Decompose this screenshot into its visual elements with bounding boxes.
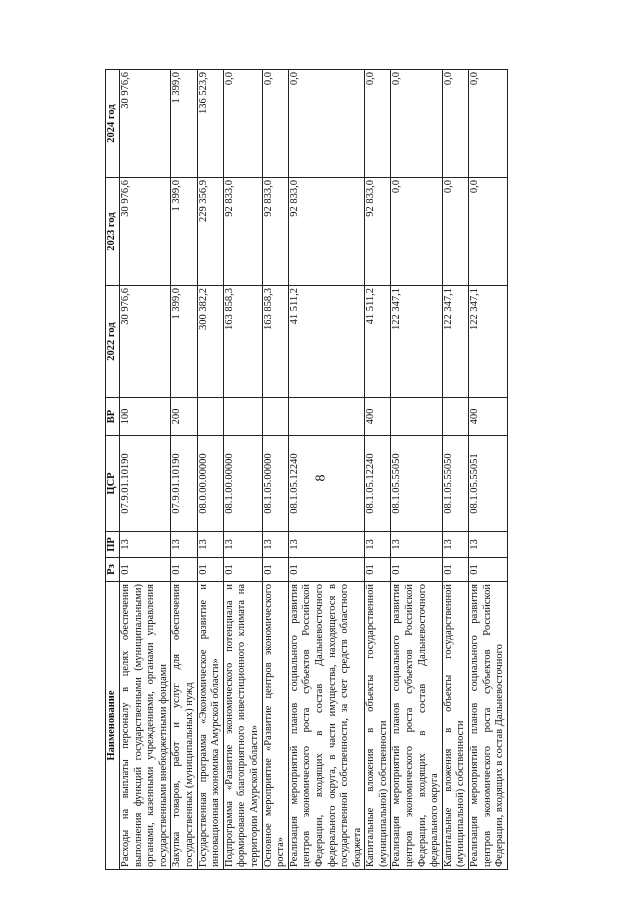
cell-rz: 01 [120,558,171,582]
cell-name: Реализация мероприятий планов социального развития центров экономического роста субъектов Российской Федерации, входящих в состав Дальневосточного федерального округа, в части имущества, находящегося в государственной собственности, за счет средств областного бюджета [288,582,365,870]
cell-rz: 01 [223,558,262,582]
table-header-row [106,70,120,870]
cell-2022: 30 976,6 [120,286,171,398]
table-row [120,70,171,870]
header-2024: 2024 год [106,70,120,178]
cell-name: Основное мероприятие «Развитие центров экономического роста» [262,582,288,870]
cell-vr [442,398,468,436]
cell-rz: 01 [442,558,468,582]
cell-vr: 200 [171,398,197,436]
cell-name: Закупка товаров, работ и услуг для обеспечения государственных (муниципальных) нужд [171,582,197,870]
cell-rz: 01 [197,558,223,582]
cell-name: Расходы на выплаты персоналу в целях обеспечения выполнения функций государственными (муниципальными) органами, казенными учреждениями, органами управления государственными внебюджетными фондами [120,582,171,870]
cell-name: Капитальные вложения в объекты государственной (муниципальной) собственности [365,582,391,870]
cell-2022: 163 858,3 [262,286,288,398]
rotated-table-container [105,70,640,870]
table-row [171,70,197,870]
cell-rz: 01 [391,558,442,582]
cell-csr: 08.1.05.55050 [391,436,442,532]
cell-vr: 400 [365,398,391,436]
cell-2023: 0,0 [391,178,442,286]
page-number: 8 [313,474,329,482]
cell-name: Реализация мероприятий планов социального развития центров экономического роста субъектов Российской Федерации, входящих в состав Дальневосточного [469,582,508,870]
cell-2022: 163 858,3 [223,286,262,398]
cell-2023: 92 833,0 [262,178,288,286]
cell-rz: 01 [262,558,288,582]
cell-vr: 100 [120,398,171,436]
cell-pr: 13 [288,532,365,558]
table-row [288,70,365,870]
cell-pr: 13 [223,532,262,558]
cell-2023: 30 976,6 [120,178,171,286]
cell-vr [197,398,223,436]
cell-2022: 41 511,2 [365,286,391,398]
cell-csr: 08.1.05.55050 [442,436,468,532]
cell-2023: 92 833,0 [223,178,262,286]
cell-name: Реализация мероприятий планов социального развития центров экономического роста субъектов Российской Федерации, входящих в состав Дальневосточного федерального округа [391,582,442,870]
cell-pr: 13 [469,532,508,558]
cell-csr: 08.1.05.12240 [365,436,391,532]
cell-pr: 13 [442,532,468,558]
cell-2024: 0,0 [442,70,468,178]
cell-pr: 13 [262,532,288,558]
cell-csr: 08.1.05.55051 [469,436,508,532]
cell-2024: 30 976,6 [120,70,171,178]
cell-rz: 01 [365,558,391,582]
cell-name: Капитальные вложения в объекты государственной (муниципальной) собственности [442,582,468,870]
header-rz: Рз [106,558,120,582]
cell-pr: 13 [197,532,223,558]
cell-csr: 08.1.00.00000 [223,436,262,532]
table-row [442,70,468,870]
table-row [365,70,391,870]
cell-vr: 400 [469,398,508,436]
header-pr: ПР [106,532,120,558]
cell-2023: 0,0 [442,178,468,286]
cell-vr [391,398,442,436]
cell-2022: 122 347,1 [391,286,442,398]
cell-2023: 0,0 [469,178,508,286]
cell-rz: 01 [171,558,197,582]
cell-2023: 1 399,0 [171,178,197,286]
header-name: Наименование [106,582,120,870]
cell-2022: 122 347,1 [442,286,468,398]
cell-vr [223,398,262,436]
cell-2022: 41 511,2 [288,286,365,398]
cell-csr: 08.1.05.12240 [288,436,365,532]
cell-pr: 13 [391,532,442,558]
cell-name: Государственная программа «Экономическое развитие и инновационная экономика Амурской области» [197,582,223,870]
cell-2024: 0,0 [469,70,508,178]
cell-2022: 1 399,0 [171,286,197,398]
table-row [223,70,262,870]
cell-vr [262,398,288,436]
cell-2023: 92 833,0 [288,178,365,286]
header-2023: 2023 год [106,178,120,286]
cell-pr: 13 [365,532,391,558]
header-2022: 2022 год [106,286,120,398]
table-row [391,70,442,870]
cell-2022: 122 347,1 [469,286,508,398]
cell-2024: 0,0 [288,70,365,178]
table-row [469,70,508,870]
cell-vr [288,398,365,436]
cell-2024: 0,0 [223,70,262,178]
table-row [262,70,288,870]
cell-2024: 0,0 [365,70,391,178]
cell-pr: 13 [171,532,197,558]
cell-2024: 0,0 [391,70,442,178]
cell-pr: 13 [120,532,171,558]
cell-csr: 07.9.01.10190 [120,436,171,532]
cell-2023: 229 356,9 [197,178,223,286]
header-csr: ЦСР [106,436,120,532]
table-row [197,70,223,870]
cell-name: Подпрограмма «Развитие экономического потенциала и формирование благоприятного инвестиционного климата на территории Амурской области» [223,582,262,870]
cell-2024: 0,0 [262,70,288,178]
cell-csr: 08.0.00.00000 [197,436,223,532]
cell-2024: 136 523,9 [197,70,223,178]
cell-2023: 92 833,0 [365,178,391,286]
header-vr: ВР [106,398,120,436]
cell-2024: 1 399,0 [171,70,197,178]
cell-2022: 300 382,2 [197,286,223,398]
cell-csr: 07.9.01.10190 [171,436,197,532]
budget-table [105,69,508,870]
cell-csr: 08.1.05.00000 [262,436,288,532]
cell-rz: 01 [288,558,365,582]
cell-rz: 01 [469,558,508,582]
